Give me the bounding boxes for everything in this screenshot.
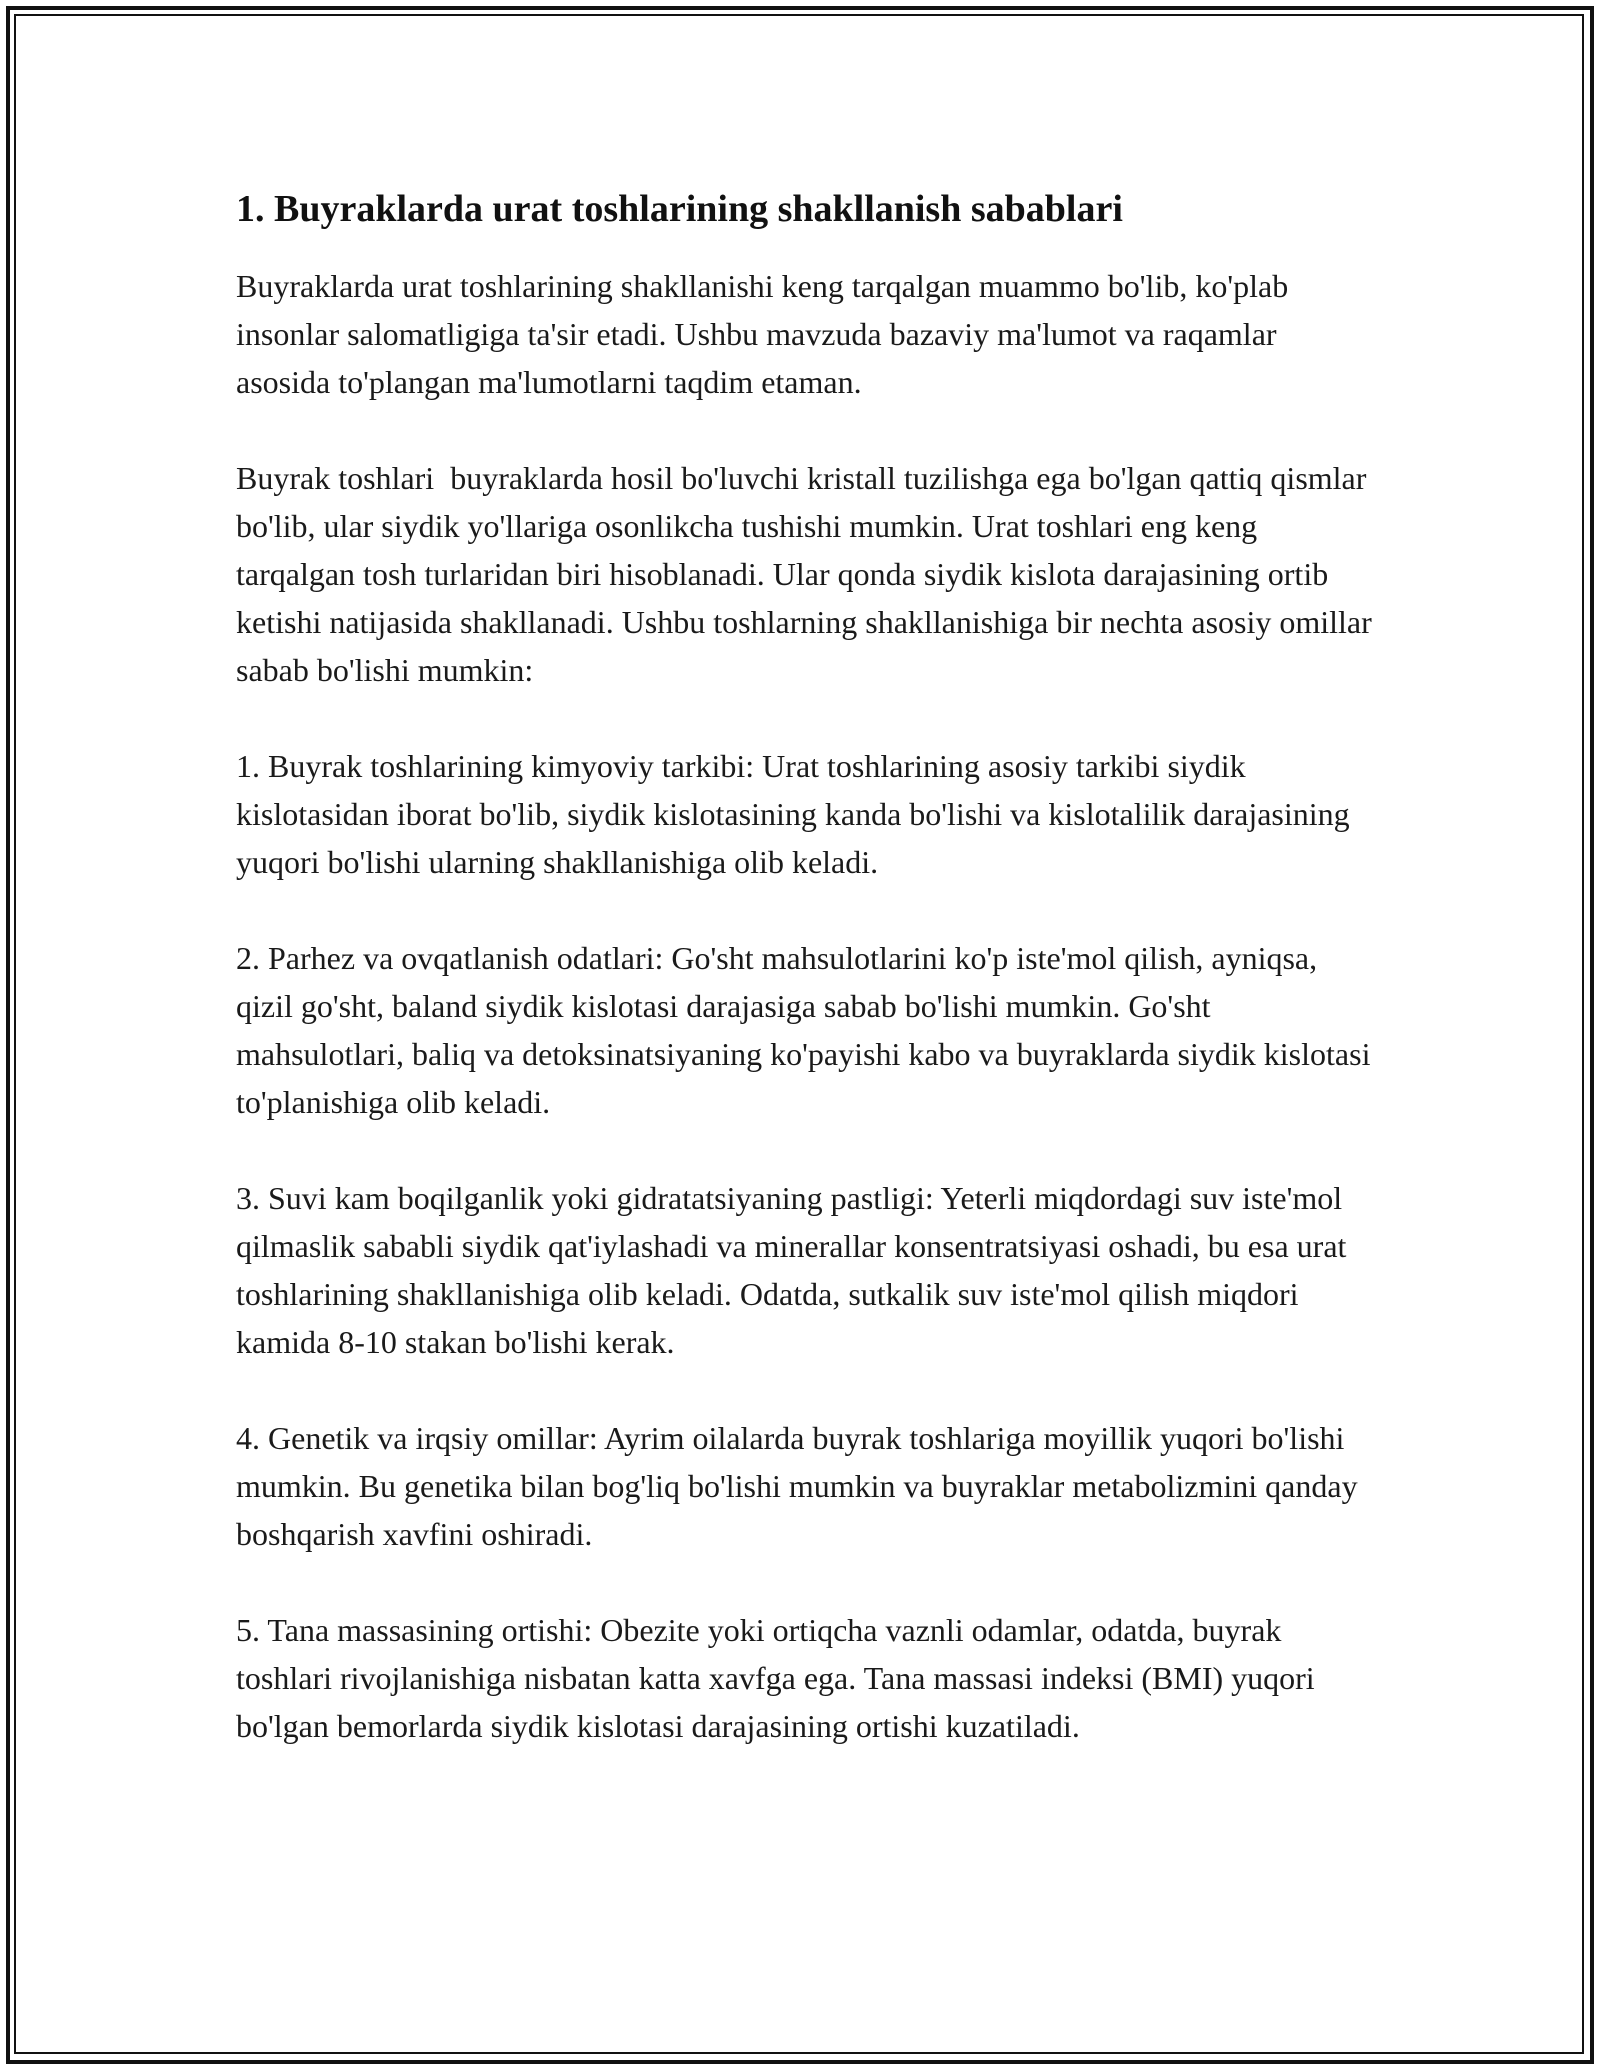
document-body [236,186,1380,1798]
cause-diet: 2. Parhez va ovqatlanish odatlari: Go'sht mahsulotlarini ko'p iste'mol qilish, ayniqsa, qizil go'sht, baland siydik kislotasi darajasiga sabab bo'lishi mumkin. Go'sht mahsulotlari, baliq va detoksinatsiyaning ko'payishi kabo va buyraklarda siydik kislotasi to'planishiga olib keladi. [236,939,1379,1120]
cause-hydration: 3. Suvi kam boqilganlik yoki gidratatsiyaning pastligi: Yeterli miqdordagi suv iste'mol qilmaslik sababli siydik qat'iylashadi va minerallar konsentratsiyasi oshadi, bu esa urat toshlarining shakllanishiga olib keladi. Odatda, sutkalik suv iste'mol qilish miqdori kamida 8-10 stakan bo'lishi kerak. [236,1179,1355,1360]
cause-chemical-composition: 1. Buyrak toshlarining kimyoviy tarkibi: Urat toshlarining asosiy tarkibi siydik kislotasidan iborat bo'lib, siydik kislotasining kanda bo'lishi va kislotalilik darajasining yuqori bo'lishi ularning shakllanishiga olib keladi. [236,747,1358,880]
cause-body-mass: 5. Tana massasining ortishi: Obezite yoki ortiqcha vaznli odamlar, odatda, buyrak toshlari rivojlanishiga nisbatan katta xavfga ega. Tana massasi indeksi (BMI) yuqori bo'lgan bemorlarda siydik kislotasi darajasining ortishi kuzatiladi. [236,1611,1323,1744]
definition-paragraph: Buyrak toshlari buyraklarda hosil bo'luvchi kristall tuzilishga ega bo'lgan qattiq qismlar bo'lib, ular siydik yo'llariga osonlikcha tushishi mumkin. Urat toshlari eng keng tarqalgan tosh turlaridan biri hisoblanadi. Ular qonda siydik kislota darajasining ortib ketishi natijasida shakllanadi. Ushbu toshlarning shakllanishiga bir nechta asosiy omillar sabab bo'lishi mumkin: [236,459,1380,688]
section-heading: 1. Buyraklarda urat toshlarining shakllanish sabablari [236,188,1123,230]
intro-paragraph: Buyraklarda urat toshlarining shakllanishi keng tarqalgan muammo bo'lib, ko'plab insonlar salomatligiga ta'sir etadi. Ushbu mavzuda bazaviy ma'lumot va raqamlar asosida to'plangan ma'lumotlarni taqdim etaman. [236,267,1297,400]
cause-genetics: 4. Genetik va irqsiy omillar: Ayrim oilalarda buyrak toshlariga moyillik yuqori bo'lishi mumkin. Bu genetika bilan bog'liq bo'lishi mumkin va buyraklar metabolizmini qanday boshqarish xavfini oshiradi. [236,1419,1366,1552]
